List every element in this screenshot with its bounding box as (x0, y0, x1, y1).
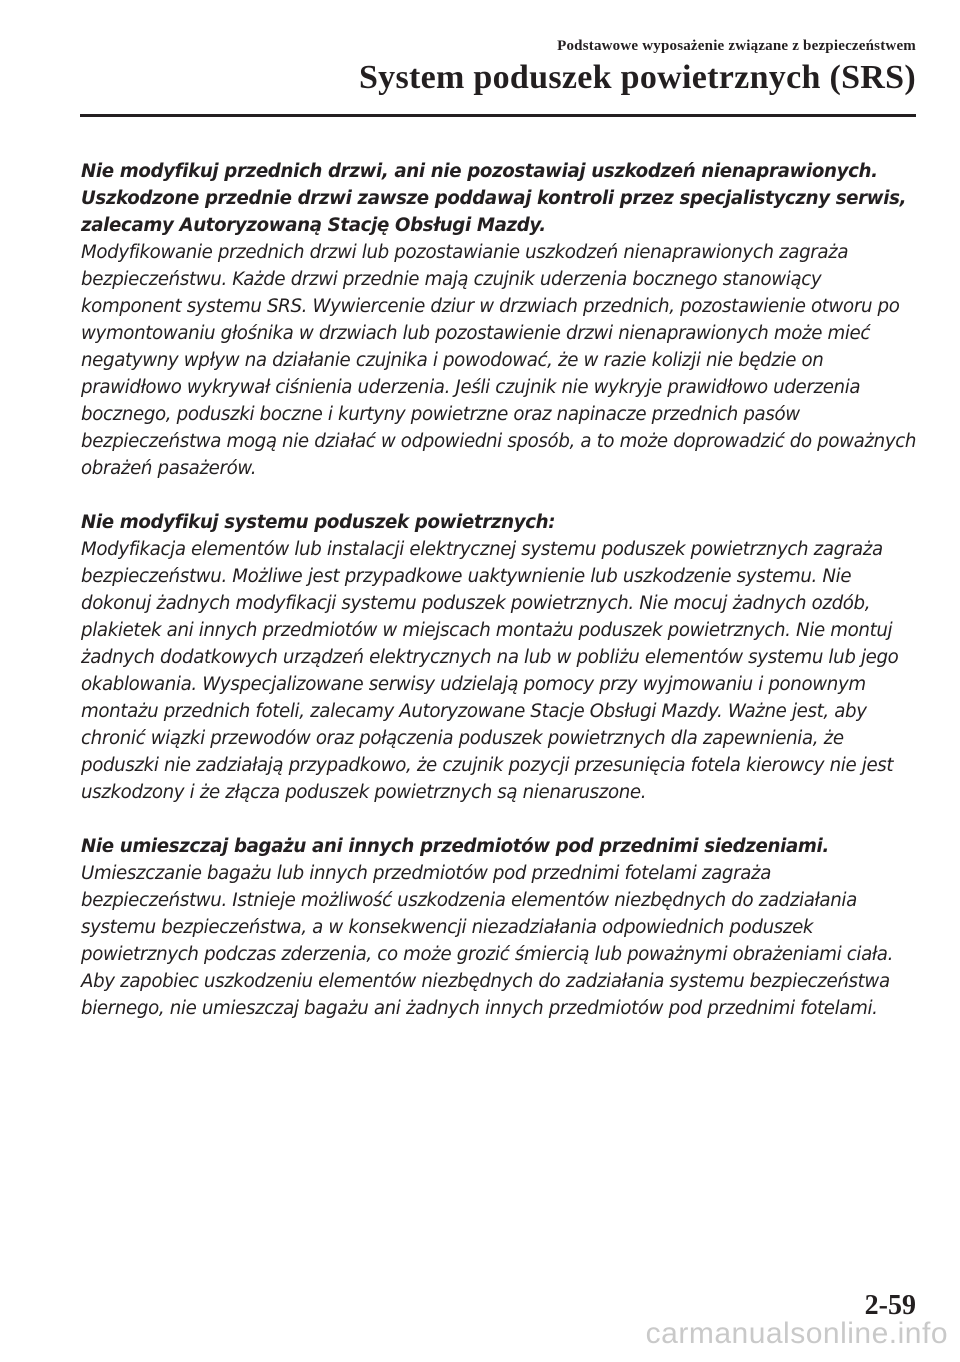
site-watermark: carmanualsonline.info (645, 1317, 948, 1350)
page-header (0, 36, 916, 98)
header-divider (80, 114, 916, 117)
warning-section-airbag-system (81, 509, 917, 806)
warning-body: Umieszczanie bagażu lub innych przedmiotów pod przednimi fotelami zagraża bezpieczeństwu. Istnieje możliwość uszkodzenia elementów niezbędnych do zadziałania systemu bezpieczeństwa, a w konsekwencji niezadziałania odpowiednich poduszek powietrznych podczas zderzenia, co może grozić śmiercią lub poważnymi obrażeniami ciała. Aby zapobiec uszkodzeniu elementów niezbędnych do zadziałania systemu bezpieczeństwa biernego, nie umieszczaj bagażu ani żadnych innych przedmiotów pod przednimi fotelami. (81, 863, 894, 1019)
warning-heading: Nie modyfikuj systemu poduszek powietrznych: (81, 512, 556, 533)
warning-heading: Nie modyfikuj przednich drzwi, ani nie pozostawiaj uszkodzeń nienaprawionych. Uszkodzone przednie drzwi zawsze poddawaj kontroli przez specjalistyczny serwis, zalecamy Autoryzowaną Stację Obsługi Mazdy. (81, 161, 907, 236)
warning-heading: Nie umieszczaj bagażu ani innych przedmiotów pod przednimi siedzeniami. (81, 836, 829, 857)
document-body (81, 158, 917, 1049)
chapter-subtitle: Podstawowe wyposażenie związane z bezpieczeństwem (557, 38, 916, 54)
warning-body: Modyfikacja elementów lub instalacji elektrycznej systemu poduszek powietrznych zagraża bezpieczeństwu. Możliwe jest przypadkowe uaktywnienie lub uszkodzenie systemu. Nie dokonuj żadnych modyfikacji systemu poduszek powietrznych. Nie mocuj żadnych ozdób, plakietek ani innych przedmiotów w miejscach montażu poduszek powietrznych. Nie montuj żadnych dodatkowych urządzeń elektrycznych na lub w pobliżu elementów systemu lub jego okablowania. Wyspecjalizowane serwisy udzielają pomocy przy wyjmowaniu i ponownym montażu przednich foteli, zalecamy Autoryzowane Stacje Obsługi Mazdy. Ważne jest, aby chronić wiązki przewodów oraz połączenia poduszek powietrznych dla zapewnienia, że poduszki nie zadziałają przypadkowo, że czujnik pozycji przesunięcia fotela kierowcy nie jest uszkodzony i że złącza poduszek powietrznych są nienaruszone. (81, 539, 899, 803)
section-title: System poduszek powietrznych (SRS) (358, 59, 916, 96)
page-number: 2-59 (864, 1290, 916, 1321)
warning-body: Modyfikowanie przednich drzwi lub pozostawianie uszkodzeń nienaprawionych zagraża bezpieczeństwu. Każde drzwi przednie mają czujnik uderzenia bocznego stanowiący komponent systemu SRS. Wywiercenie dziur w drzwiach przednich, pozostawienie otworu po wymontowaniu głośnika w drzwiach lub pozostawienie drzwi nienaprawionych może mieć negatywny wpływ na działanie czujnika i powodować, że w razie kolizji nie będzie on prawidłowo wykrywał ciśnienia uderzenia. Jeśli czujnik nie wykryje prawidłowo uderzenia bocznego, poduszki boczne i kurtyny powietrzne oraz napinacze przednich pasów bezpieczeństwa mogą nie działać w odpowiedni sposób, a to może doprowadzić do poważnych obrażeń pasażerów. (81, 242, 917, 479)
warning-section-under-seats (81, 833, 917, 1022)
warning-section-front-doors (81, 158, 917, 482)
